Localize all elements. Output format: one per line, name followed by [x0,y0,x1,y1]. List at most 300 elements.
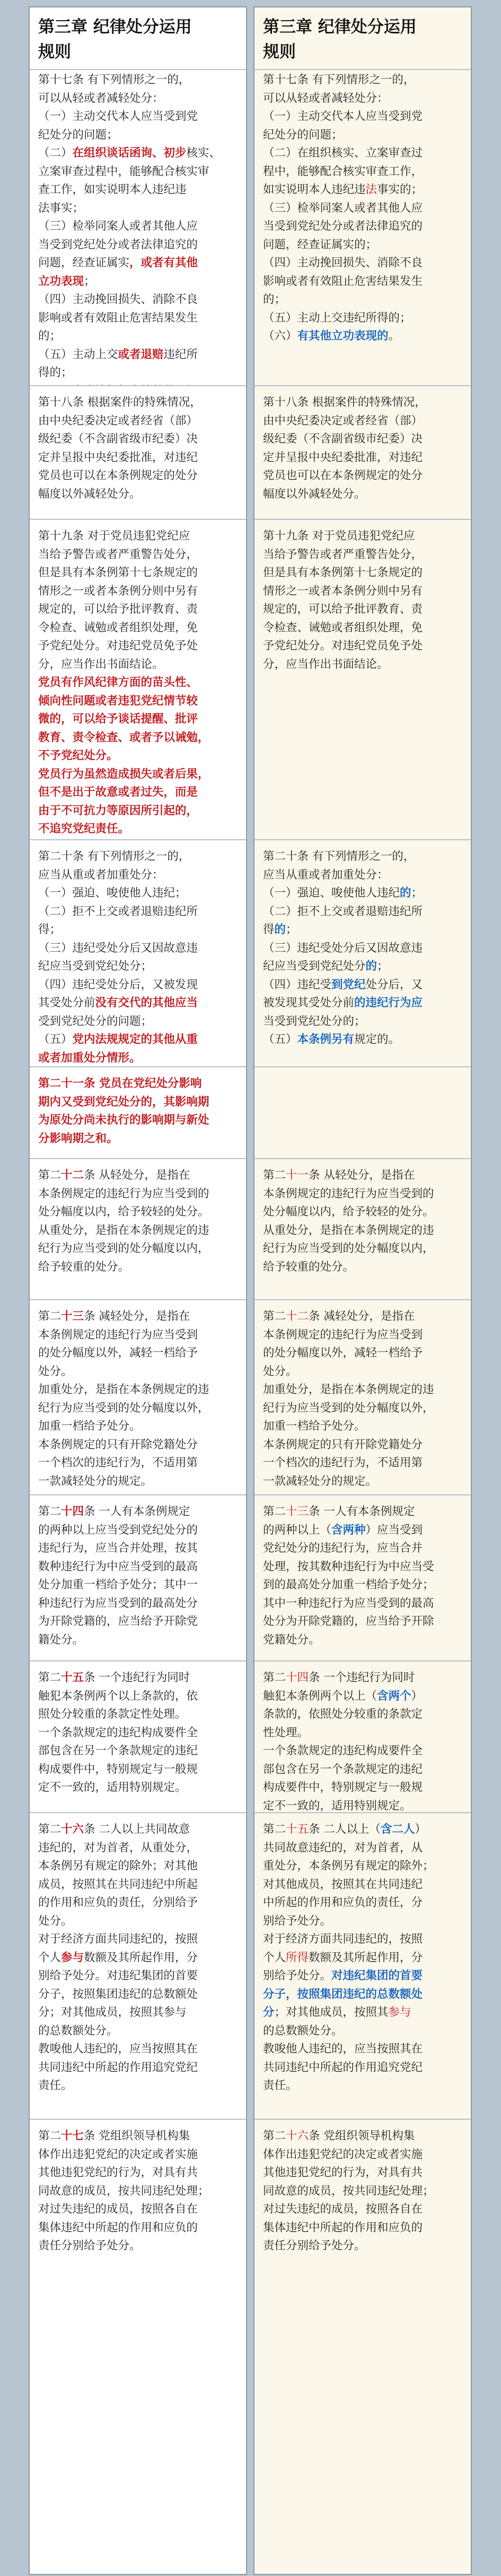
article-line [263,2022,462,2041]
text-segment: 纪应当受到党纪处分 [263,960,366,973]
highlighted-text: 十三 [286,1505,309,1518]
article-line [38,2040,238,2059]
text-segment: 对过失违纪的成员，按照各自在 [263,2203,423,2216]
text-segment: （一）主动交代本人应当受到党 [263,110,423,123]
article-cell [254,1067,471,1159]
text-segment: （四）违纪受处分后，又被发现 [38,978,198,991]
highlighted-text: 的 [400,886,411,900]
text-segment: 构成要件中，特别规定与一般规 [38,1762,198,1776]
text-segment: 的； [38,329,61,343]
highlighted-text: 十三 [61,1310,84,1323]
text-segment: 对于经济方面共同违纪的，按照 [263,1933,423,1946]
article-line [38,1613,238,1631]
text-segment: 条 一个违纪行为同时 [309,1671,415,1684]
text-segment: 核实、 [186,146,221,160]
highlighted-text: 所得 [286,1951,309,1964]
highlighted-text: ，或者有其他 [129,256,198,269]
article-line [263,601,462,619]
text-segment: 处分。 [38,1914,73,1928]
text-segment: （二）在组织核实、立案审查过 [263,146,423,160]
article-line [38,848,238,866]
text-segment: 第二 [263,1310,286,1323]
text-segment: ； [411,886,423,900]
text-segment: 第十八条 根据案件的特殊情况， [38,396,201,409]
article-line [263,1576,462,1595]
text-segment: 其受处分前 [38,996,95,1009]
article-line [38,1167,238,1185]
article-line [263,903,462,921]
text-segment: 纪行为应当受到的处分幅度以内， [38,1242,209,1255]
article-line [38,2127,238,2146]
highlighted-text: 党员有作风纪律方面的苗头性、 [38,676,198,689]
highlighted-text: 参与 [388,2006,411,2019]
highlighted-text: 教育、责令检查、或者予以诫勉， [38,730,209,744]
article-line [263,430,462,449]
article-line [263,1436,462,1455]
article-line [38,1503,238,1521]
text-segment: 当受到党纪处分或者法律追究的 [38,238,198,251]
article-line [263,1613,462,1631]
text-segment: 个人 [38,1951,61,1964]
article-cell [30,1813,246,2120]
text-segment: 条 从轻处分，是指在 [309,1169,415,1182]
text-segment: 同故意的成员，按共同违纪处理； [263,2184,434,2198]
text-segment: 别给予处分。 [263,1969,332,1982]
text-segment: 条 减轻处分，是指在 [309,1310,415,1323]
article-line [38,254,238,273]
article-cell [254,520,471,840]
article-line [38,1222,238,1240]
article-line [38,2182,238,2201]
highlighted-text: 的 [274,923,286,936]
article-line [38,1521,238,1540]
article-line [263,1399,462,1418]
article-line [38,236,238,255]
text-segment: 查工作，如实说明本人违纪违 [38,183,187,196]
text-segment: 事实的； [377,183,423,196]
text-segment: 共同违纪中所起的作用追究党纪 [263,2060,423,2074]
text-segment: 本条例另有规定的除外；对其他 [38,1859,198,1873]
text-segment: 纪行为应当受到的处分幅度以内， [263,1242,434,1255]
text-segment: 共同故意违纪的，对为首者，从 [263,1841,423,1855]
article-line [263,181,462,199]
article-line [263,1539,462,1558]
text-segment: 条款的，依照处分较重的条款定 [263,1708,423,1721]
text-segment: 由中央纪委决定或者经省（部） [38,414,198,428]
article-line [263,394,462,412]
text-segment: 一个档次的违纪行为，不适用第 [263,1456,423,1469]
article-line [38,364,238,382]
article-line [38,527,238,546]
article-line [38,994,238,1013]
text-segment: 别给予处分。 [263,1914,332,1928]
article-line [38,674,238,692]
article-line [38,802,238,821]
article-line [263,1949,462,1968]
text-segment: 的总数额处分。 [38,2024,118,2038]
chapter-title [254,7,471,70]
text-segment: 受到党纪处分的问题； [38,1014,153,1028]
chapter-title-line: 第三章 纪律处分运用 [263,18,417,37]
article-line [38,1724,238,1743]
text-segment: 教唆他人违纪的，应当按照其在 [263,2042,423,2056]
article-line [263,291,462,309]
text-segment: 责任。 [38,2079,73,2092]
highlighted-text: 或者加重处分情形。 [38,1051,141,1065]
text-segment: 处分幅度以内，给予较轻的处分。 [263,1205,434,1219]
article-line [38,2022,238,2041]
article-line [38,346,238,364]
article-line [263,2146,462,2164]
text-segment: 规定的，可以给予批评教育、责 [263,603,423,616]
article-line [38,90,238,108]
article-line [38,1381,238,1399]
article-line [263,467,462,485]
text-segment: 种违纪行为应当受到的最高处分 [38,1596,198,1610]
article-line [38,729,238,747]
text-segment: 级纪委（不含副省级市纪委）决 [38,432,198,446]
article-line [263,1779,462,1797]
text-segment: 加重一档给予处分。 [38,1420,141,1433]
article-cell [30,520,246,840]
text-segment: 的两种以上应当受到党纪处分的 [38,1523,198,1537]
article-line [38,1111,238,1130]
article-line [263,1031,462,1049]
text-segment: 本条例规定的只有开除党籍处分 [38,1438,198,1451]
article-line [38,199,238,218]
text-segment: 当受到党纪处分或者法律追究的 [263,220,423,233]
article-line [263,412,462,431]
article-line [38,1473,238,1491]
text-segment: 处分加重一档给予处分；其中一 [38,1578,198,1591]
text-segment: （二）拒不上交或者退赔违纪所 [263,904,423,918]
highlighted-text: 含两个 [377,1689,411,1703]
highlighted-text: 立功表现 [38,274,84,288]
article-line [38,273,238,291]
text-segment: （四）主动挽回损失、消除不良 [38,293,198,306]
text-segment: ； [354,1014,366,1028]
text-segment: 个人 [263,1951,286,1964]
article-line [38,181,238,199]
text-segment: 可以从轻或者减轻处分： [38,91,164,105]
highlighted-text: 十二 [61,1169,84,1182]
article-line [38,1912,238,1931]
article-line [38,866,238,885]
article-line [38,903,238,921]
article-line [38,1130,238,1148]
text-segment: 同故意的成员，按共同违纪处理； [38,2184,209,2198]
text-segment: 定不一致的，适用特别规定。 [38,1781,187,1794]
text-segment: 第二 [38,1169,61,1182]
article-line [263,2077,462,2095]
text-segment: 其他违犯党纪的行为，对具有共 [38,2166,198,2179]
article-line [263,1222,462,1240]
highlighted-text: 或者退赔 [118,347,164,361]
highlighted-text: 本条例另有 [297,1033,355,1046]
article-line [38,2237,238,2256]
article-line [263,884,462,903]
article-line [38,1576,238,1595]
article-line [38,1669,238,1687]
text-segment: 从重处分，是指在本条例规定的违 [263,1223,434,1237]
article-line [38,976,238,995]
text-segment: 籍处分。 [38,1633,84,1647]
text-segment: 中所起的作用和应负的责任，分 [263,1896,423,1909]
highlighted-text: 十七 [61,2129,84,2143]
text-segment: 法事实； [38,201,84,215]
highlighted-text: 有其他立功表现的 [297,329,389,343]
text-segment: 幅度以外减轻处分。 [263,487,366,501]
text-segment: 别给予处分。对违纪集团的首要 [38,1969,198,1982]
article-line [38,1417,238,1436]
article-line [263,126,462,145]
article-line [263,994,462,1013]
text-segment: （五）主动上交违纪所得的； [263,311,411,325]
text-segment: 分，应当作出书面结论。 [263,657,389,671]
article-line [263,1857,462,1876]
text-segment: 给予较重的处分。 [263,1260,355,1274]
text-segment: 本条例规定的违纪行为应当受到的 [38,1187,209,1200]
text-segment: 得 [263,923,275,936]
text-segment: 党籍处分。 [263,1633,320,1647]
article-line [38,2059,238,2077]
article-line [38,1894,238,1912]
article-line [263,1454,462,1473]
article-line [263,1967,462,1986]
text-segment: 第二 [38,1823,61,1836]
article-line [38,412,238,431]
article-line [263,71,462,90]
text-segment: 加重处分，是指在本条例规定的违 [263,1383,434,1396]
article-line [38,1595,238,1613]
text-segment: 条 一人有本条例规定 [309,1505,415,1518]
article-line [38,1761,238,1779]
article-line [263,976,462,995]
text-segment: 到的最高处分加重一档给予处分； [263,1578,434,1591]
article-line [263,1326,462,1345]
text-segment: 定并呈报中央纪委批准，对违纪 [263,450,423,464]
text-segment: 分；对其他成员，按照其参与 [38,2006,187,2019]
article-line [263,1363,462,1381]
text-segment: 本条例规定的违纪行为应当受到 [38,1328,198,1342]
text-segment: 程中，能够配合核实审查工作， [263,164,423,178]
text-segment: 性处理。 [263,1726,309,1739]
article-line [263,2182,462,2201]
article-line [263,485,462,504]
article-line [263,546,462,564]
article-line [38,467,238,485]
text-segment: 规定的。 [354,1033,400,1046]
article-line [263,163,462,181]
text-segment: 责任分别给予处分。 [263,2239,366,2252]
article-line [38,1742,238,1761]
article-cell [254,1300,471,1495]
text-segment: 第二 [263,1671,286,1684]
article-line [38,1949,238,1968]
article-line [263,327,462,346]
highlighted-text: 的违纪行为应 [354,996,423,1009]
article-line [263,1821,462,1839]
text-segment: 的总数额处分。 [263,2024,343,2038]
article-cell [30,1067,246,1159]
article-line [263,273,462,291]
text-segment: 纪行为应当受到的处分幅度以外， [38,1401,209,1415]
highlighted-text: 没有交代的其他应当 [95,996,198,1009]
text-segment: 影响或者有效阻止危害结果发生 [263,274,423,288]
text-segment: 分，应当作出书面结论。 [38,657,164,671]
text-segment: 第二 [263,1823,286,1836]
article-line [263,1705,462,1724]
highlighted-text: 由于不可抗力等原因所引起的， [38,804,198,817]
article-line [263,1595,462,1613]
text-segment: 第二 [38,1671,61,1684]
text-segment: 第十八条 根据案件的特殊情况， [263,396,426,409]
article-line [38,1986,238,2004]
highlighted-text: 倾向性问题或者违犯党纪情节较 [38,694,198,708]
article-line [38,1930,238,1949]
article-line [38,2077,238,2095]
text-segment: 规定的，可以给予批评教育、责 [38,603,198,616]
text-segment: 纪处分的问题； [38,128,118,142]
article-line [38,1031,238,1049]
text-segment: 违纪的，对为首者，从重处分， [38,1841,198,1855]
text-segment: （一）强迫、唆使他人违纪 [263,886,400,900]
highlighted-text: 十四 [61,1505,84,1518]
text-segment: 部包含在另一个条款规定的违纪 [263,1762,423,1776]
text-segment: 条 从轻处分，是指在 [84,1169,190,1182]
text-segment: 其中一种违纪行为应当受到的最高 [263,1596,434,1610]
text-segment: 令检查、诫勉或者组织处理，免 [263,621,423,634]
highlighted-text: 不追究党纪责任。 [38,822,130,836]
highlighted-text: 但不是出于故意或者过失，而是 [38,786,198,799]
article-line [263,2127,462,2146]
text-segment: 由中央纪委决定或者经省（部） [263,414,423,428]
article-line [38,958,238,976]
article-line [38,1013,238,1031]
text-segment: 本条例规定的违纪行为应当受到 [263,1328,423,1342]
article-line [38,449,238,467]
article-line [263,958,462,976]
text-segment: （五） [263,1033,297,1046]
text-segment: （六） [263,329,297,343]
highlighted-text: 十六 [286,2129,309,2143]
article-line [263,1894,462,1912]
text-segment: 当给予警告或者严重警告处分， [263,547,423,561]
text-segment: ） [411,1689,423,1703]
article-line [263,90,462,108]
text-segment: 部包含在另一个条款规定的违纪 [38,1744,198,1757]
text-segment: 条 党组织领导机构集 [84,2129,190,2143]
text-segment: （一）强迫、唆使他人违纪； [38,886,187,900]
article-line [263,1876,462,1894]
text-segment: （五） [38,1033,73,1046]
highlighted-text: 党员行为虽然造成损失或者后果， [38,767,209,781]
article-line [263,637,462,656]
article-cell [254,2120,471,2576]
article-line [263,2219,462,2238]
article-line [263,1167,462,1185]
text-segment: 处分幅度以内，给予较轻的处分。 [38,1205,209,1219]
article-cell [254,1495,471,1661]
article-line [38,2164,238,2182]
article-cell [30,1661,246,1813]
text-segment: 纪处分的问题； [263,128,343,142]
article-line [263,1185,462,1204]
article-line [38,1344,238,1363]
article-line [263,2040,462,2059]
article-cell [254,386,471,520]
highlighted-text: 对违纪集团的首要 [331,1969,423,1982]
text-segment: 条 二人以上共同故意 [84,1823,190,1836]
text-segment: 体作出违犯党纪的决定或者实施 [38,2147,198,2161]
text-segment: 问题，经查证属实的； [263,238,377,251]
article-line [38,327,238,346]
article-line [263,1761,462,1779]
article-line [38,1631,238,1650]
article-line [38,1821,238,1839]
article-line [263,1503,462,1521]
article-cell [30,64,246,386]
text-segment: 集体违纪中所起的作用和应负的 [263,2221,423,2234]
article-line [38,485,238,504]
text-segment: 第二十条 有下列情形之一的， [38,850,190,863]
article-line [263,1687,462,1706]
article-line [38,2004,238,2022]
highlighted-text: 到党纪 [331,978,366,991]
article-line [263,1631,462,1650]
text-segment: ； [286,923,297,936]
article-line [38,784,238,802]
text-segment: 处理，按其数种违纪行为中应当受 [263,1560,434,1573]
text-segment: （一）主动交代本人应当受到党 [38,110,198,123]
highlighted-text: 分 [263,2006,275,2019]
text-segment: 一款减轻处分的规定。 [38,1474,153,1488]
article-line [38,1839,238,1858]
text-segment: 令检查、诫勉或者组织处理，免 [38,621,198,634]
article-line [263,1203,462,1222]
text-segment: 给予较重的处分。 [38,1260,130,1274]
article-line [38,1326,238,1345]
highlighted-text: 第二十一条 党员在党纪处分影响 [38,1077,202,1090]
article-line [38,394,238,412]
article-line [38,1539,238,1558]
article-cell [30,1159,246,1300]
article-line [263,1417,462,1436]
article-line [38,2200,238,2219]
highlighted-text: 分子，按照集团违纪的总数额处 [263,1987,423,2001]
article-line [38,619,238,638]
text-segment: 条 党组织领导机构集 [309,2129,415,2143]
text-segment: 第二 [263,1505,286,1518]
text-segment: 应当从重或者加重处分： [38,868,164,882]
new-version-column [253,6,472,2575]
text-segment: 一个条款规定的违纪构成要件全 [38,1726,198,1739]
article-line [263,199,462,218]
article-line [263,1558,462,1577]
text-segment: 的处分幅度以外，减轻一档给予 [263,1346,423,1360]
text-segment: 条 二人以上（ [309,1823,381,1836]
text-segment: 党员也可以在本条例规定的处分 [38,469,198,482]
highlighted-text: 十二 [286,1310,309,1323]
article-line [263,2237,462,2256]
highlighted-text: 在组织谈话函询、初步 [72,146,187,160]
text-segment: 其他违犯党纪的行为，对具有共 [263,2166,423,2179]
highlighted-text: 不予党纪处分。 [38,749,118,762]
article-line [38,1558,238,1577]
article-line [263,1986,462,2004]
article-line [263,1839,462,1858]
article-line [38,1363,238,1381]
